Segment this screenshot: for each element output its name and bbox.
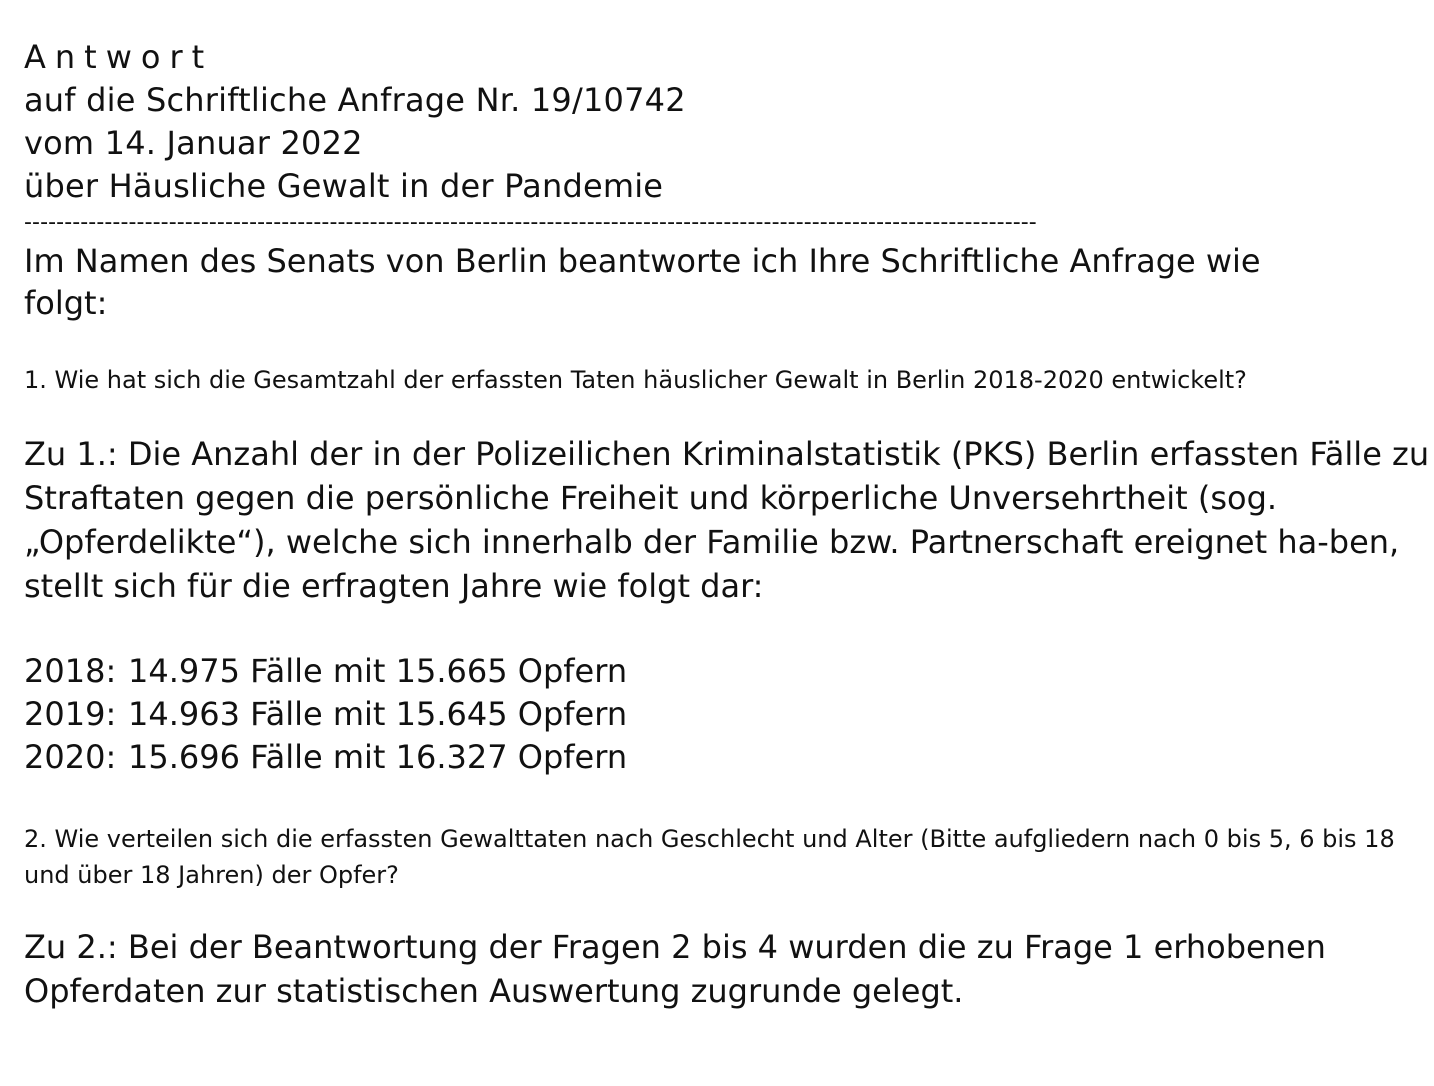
stat-text: 15.696 Fälle mit 16.327 Opfern [128,738,628,776]
case-statistics [24,650,1424,779]
stat-row-2019 [24,693,1424,736]
inquiry-subject: über Häusliche Gewalt in der Pandemie [24,167,664,205]
question-2: 2. Wie verteilen sich die erfassten Gewalttaten nach Geschlecht und Alter (Bitte aufgliedern nach 0 bis 5, 6 bis 18 und über 18 Jahren) der Opfer? [24,825,1395,889]
inquiry-date: vom 14. Januar 2022 [24,124,363,162]
document-title: Antwort [24,38,214,76]
stat-year: 2018: [24,652,117,690]
question-1: 1. Wie hat sich die Gesamtzahl der erfassten Taten häuslicher Gewalt in Berlin 2018-2020 entwickelt? [24,366,1247,394]
stat-text: 14.963 Fälle mit 15.645 Opfern [128,695,628,733]
stat-row-2018 [24,650,1424,693]
answer-2: Zu 2.: Bei der Beantwortung der Fragen 2 bis 4 wurden die zu Frage 1 erhobenen Opferdaten zur statistischen Auswertung zugrunde gelegt. [24,928,1326,1010]
intro-paragraph: Im Namen des Senats von Berlin beantworte ich Ihre Schriftliche Anfrage wie folgt: [24,242,1261,322]
document [24,36,1430,1013]
stat-year: 2020: [24,738,117,776]
stat-text: 14.975 Fälle mit 15.665 Opfern [128,652,628,690]
answer-1: Zu 1.: Die Anzahl der in der Polizeilichen Kriminalstatistik (PKS) Berlin erfassten Fälle zu Straftaten gegen die persönliche Freiheit und körperliche Unversehrtheit (sog. „Opferdelikte“), welche sich innerhalb der Familie bzw. Partnerschaft ereignet ha-ben, stellt sich für die erfragten Jahre wie folgt dar: [24,435,1430,605]
inquiry-number: auf die Schriftliche Anfrage Nr. 19/10742 [24,81,686,119]
stat-year: 2019: [24,695,117,733]
header-divider: ------------------------------------------------------------------------------------------------------------------------------ [24,210,1037,235]
stat-row-2020 [24,736,1424,779]
